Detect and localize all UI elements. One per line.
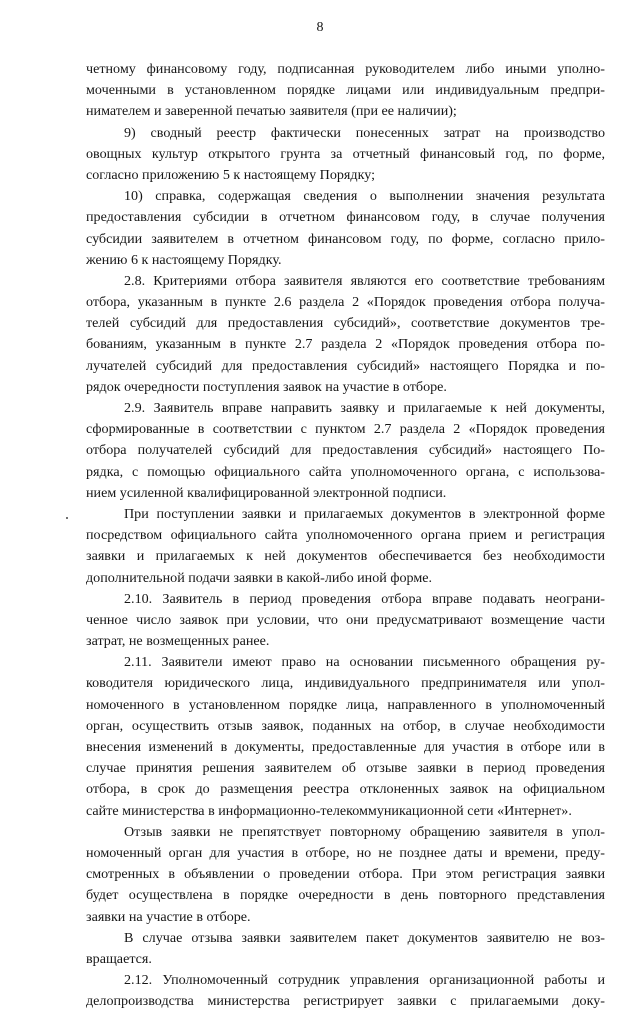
text-line: сформированные в соответствии с пунктом 2.7 раздела 2 «Порядок проведения	[86, 421, 605, 438]
text-line: делопроизводства министерства регистрирует заявки с прилагаемыми доку-	[86, 993, 605, 1010]
text-line: При поступлении заявки и прилагаемых документов в электронной форме	[124, 505, 605, 522]
text-line: согласно приложению 5 к настоящему Порядку;	[86, 166, 376, 183]
text-line: рядок очередности поступления заявок на участие в отборе.	[86, 378, 447, 395]
page-number: 8	[316, 20, 324, 35]
text-line: Отзыв заявки не препятствует повторному обращению заявителя в упол-	[124, 823, 605, 840]
text-line: телей субсидий для предоставления субсидий», соответствие документов тре-	[86, 315, 605, 332]
text-line: внесения изменений в документы, предоставленные для участия в отборе или в	[86, 739, 605, 755]
text-line: четному финансовому году, подписанная руководителем либо иными уполно-	[86, 61, 605, 77]
text-line: ководителя юридического лица, индивидуального предпринимателя или упол-	[86, 675, 605, 692]
text-line: вращается.	[86, 950, 152, 967]
text-line: отбора, указанным в пункте 2.6 раздела 2 «Порядок проведения отбора получа-	[86, 294, 605, 311]
text-line: отбора получателей субсидий для предоставления субсидий» настоящего По-	[86, 442, 605, 459]
text-line: будет осуществлена в порядке очередности в день повторного представления	[86, 887, 605, 904]
text-line: лучателей субсидий для предоставления субсидий» настоящего Порядка и по-	[86, 357, 605, 374]
body-text	[86, 59, 605, 1012]
text-line: 2.8. Критериями отбора заявителя являются его соответствие требованиям	[124, 272, 605, 289]
text-line: номоченного в установленном порядке лица, направленного в уполномоченный	[86, 696, 605, 713]
text-line: 10) справка, содержащая сведения о выполнении значения результата	[124, 188, 605, 205]
text-line: жению 6 к настоящему Порядку.	[86, 251, 282, 268]
text-line: предоставления субсидии в отчетном финансовом году, в случае получения	[86, 209, 605, 226]
text-line: бованиям, указанным в пункте 2.7 раздела 2 «Порядок проведения отбора по-	[86, 336, 605, 353]
text-line: 2.9. Заявитель вправе направить заявку и прилагаемые к ней документы,	[124, 400, 605, 416]
text-line: нием усиленной квалифицированной электронной подписи.	[86, 484, 447, 501]
text-line: заявки на участие в отборе.	[86, 908, 251, 925]
text-line: ченное число заявок при условии, что они предусматривают возмещение части	[86, 611, 605, 628]
text-line: 9) сводный реестр фактически понесенных затрат на производство	[124, 124, 605, 141]
text-line: субсидии заявителем в отчетном финансовом году, по форме, согласно прило-	[86, 230, 605, 247]
text-line: посредством официального сайта уполномоченного органа прием и регистрация	[86, 527, 605, 544]
text-line: овощных культур открытого грунта за отчетный финансовый год, по форме,	[86, 145, 605, 162]
text-line: нимателем и заверенной печатью заявителя (при ее наличии);	[86, 103, 457, 120]
text-line: В случае отзыва заявки заявителем пакет документов заявителю не воз-	[124, 929, 605, 946]
text-line: рядка, с помощью официального сайта уполномоченного органа, с использова-	[86, 463, 605, 480]
text-line: заявки и прилагаемых к ней документов обеспечивается без необходимости	[86, 548, 605, 565]
text-line: 2.11. Заявители имеют право на основании письменного обращения ру-	[124, 654, 605, 671]
text-line: затрат, не возмещенных ранее.	[86, 633, 270, 650]
text-line: дополнительной подачи заявки в какой-либо иной форме.	[86, 569, 433, 586]
text-line: смотренных в объявлении о проведении отбора. При этом регистрация заявки	[86, 866, 605, 883]
text-line: моченными в установленном порядке лицами или индивидуальным предпри-	[86, 82, 605, 99]
text-line: номоченный орган для участия в отборе, но не позднее даты и времени, преду-	[86, 844, 605, 861]
text-line: орган, осуществить отзыв заявок, поданных на отбор, в случае необходимости	[86, 717, 605, 734]
text-line: сайте министерства в информационно-телекоммуникационной сети «Интернет».	[86, 802, 572, 819]
text-line: 2.12. Уполномоченный сотрудник управления организационной работы и	[124, 972, 605, 989]
text-line: отбора, в срок до размещения реестра отклоненных заявок на официальном	[86, 781, 605, 798]
text-line: 2.10. Заявитель в период проведения отбора вправе подавать неограни-	[124, 590, 605, 607]
text-line: случае принятия решения заявителем об отзыве заявки в период проведения	[86, 760, 605, 777]
margin-dot	[66, 517, 68, 519]
